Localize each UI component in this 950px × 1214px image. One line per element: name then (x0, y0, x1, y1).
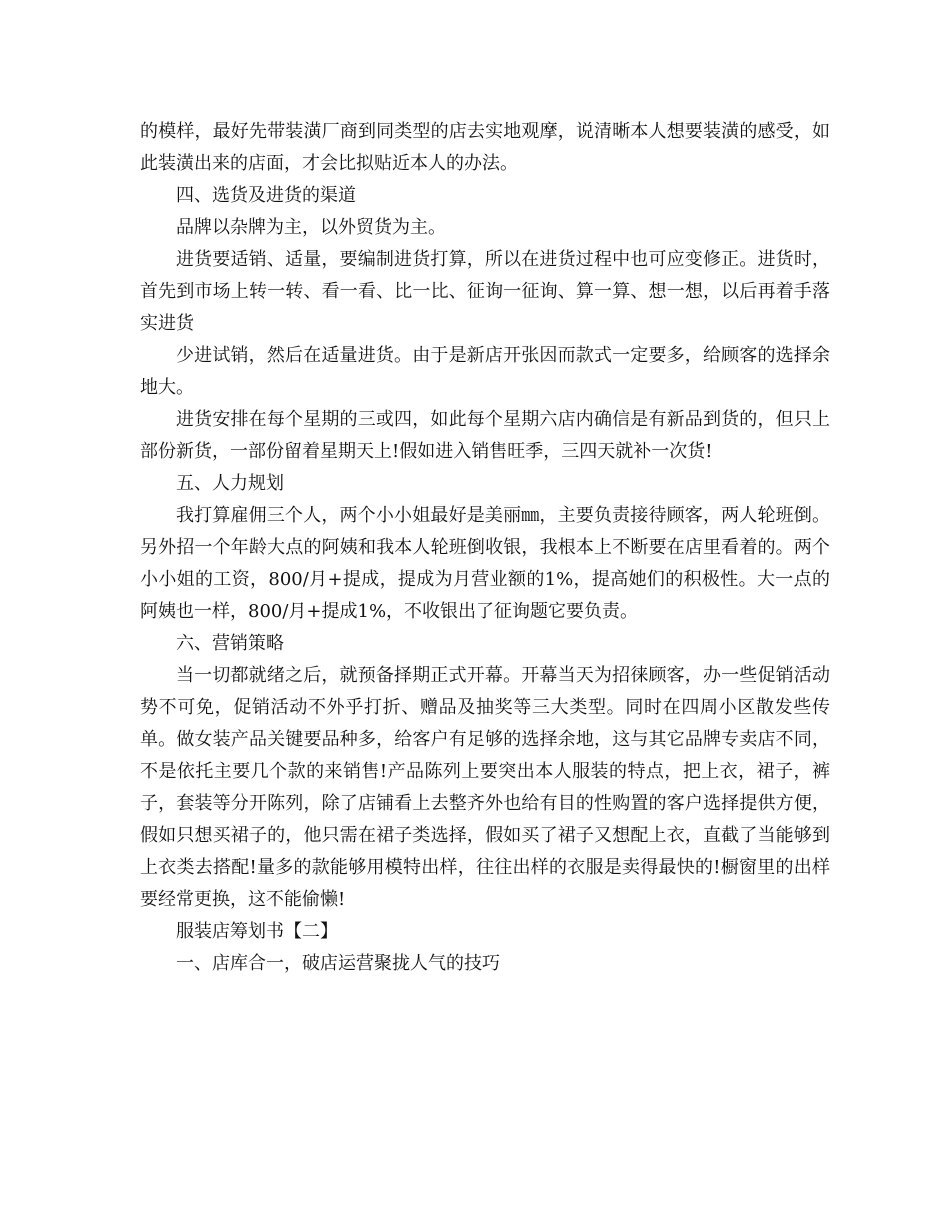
document-title: 服装店筹划书【二】 (176, 921, 338, 942)
document-body (140, 116, 830, 980)
paragraph: 品牌以杂牌为主，以外贸货为主。 (176, 217, 446, 238)
section-heading: 六、营销策略 (176, 633, 284, 654)
paragraph: 的模样，最好先带装潢厂商到同类型的店去实地观摩，说清晰本人想要装潢的感受，如此装潢出来的店面，才会比拟贴近本人的办法。 (140, 121, 830, 174)
paragraph: 少进试销，然后在适量进货。由于是新店开张因而款式一定要多，给顾客的选择余地大。 (140, 345, 830, 398)
section-heading: 四、选货及进货的渠道 (176, 185, 356, 206)
section-heading: 五、人力规划 (176, 473, 284, 494)
section-heading: 一、店库合一，破店运营聚拢人气的技巧 (176, 953, 500, 974)
paragraph: 我打算雇佣三个人，两个小小姐最好是美丽㎜，主要负责接待顾客，两人轮班倒。另外招一个年龄大点的阿姨和我本人轮班倒收银，我根本上不断要在店里看着的。两个小小姐的工资，800/月+提成，提成为月营业额的1%，提高她们的积极性。大一点的阿姨也一样，800/月+提成1%，不收银出了征询题它要负责。 (140, 505, 830, 622)
paragraph: 当一切都就绪之后，就预备择期正式开幕。开幕当天为招徕顾客，办一些促销活动势不可免，促销活动不外乎打折、赠品及抽奖等三大类型。同时在四周小区散发些传单。做女装产品关键要品种多，给客户有足够的选择余地，这与其它品牌专卖店不同，不是依托主要几个款的来销售!产品陈列上要突出本人服装的特点，把上衣，裙子，裤子，套装等分开陈列，除了店铺看上去整齐外也给有目的性购置的客户选择提供方便，假如只想买裙子的，他只需在裙子类选择，假如买了裙子又想配上衣，直截了当能够到上衣类去搭配!量多的款能够用模特出样，往往出样的衣服是卖得最快的!橱窗里的出样要经常更换，这不能偷懒! (140, 665, 830, 910)
paragraph: 进货安排在每个星期的三或四，如此每个星期六店内确信是有新品到货的，但只上部份新货，一部份留着星期天上!假如进入销售旺季，三四天就补一次货! (140, 409, 830, 462)
paragraph: 进货要适销、适量，要编制进货打算，所以在进货过程中也可应变修正。进货时，首先到市场上转一转、看一看、比一比、征询一征询、算一算、想一想，以后再着手落实进货 (140, 249, 830, 334)
